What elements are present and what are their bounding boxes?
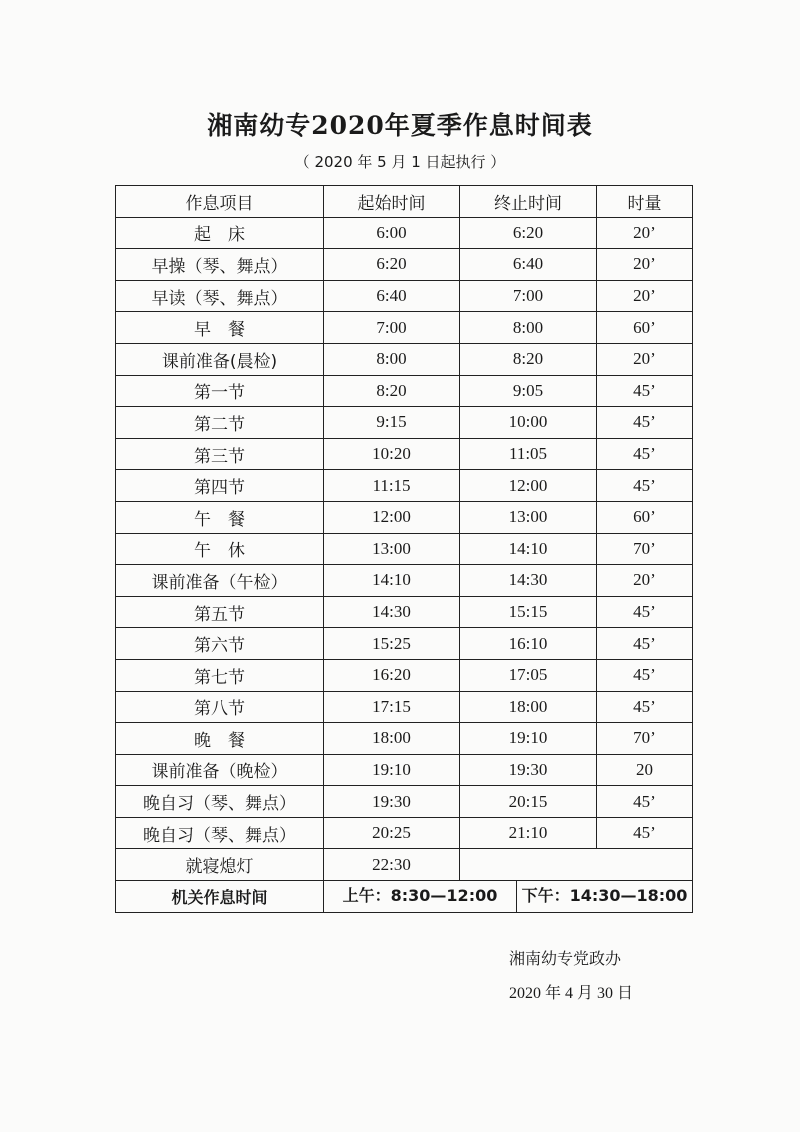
row-end: 8:00	[460, 312, 597, 344]
office-hours-morning: 上午：8:30—12:00	[324, 881, 517, 912]
table-row	[116, 628, 693, 660]
row-duration: 20	[597, 754, 693, 786]
table-row	[116, 217, 693, 249]
effective-date: （ 2020 年 5 月 1 日起执行 ）	[294, 153, 506, 171]
table-header-row	[116, 186, 693, 218]
row-end: 6:20	[460, 217, 597, 249]
row-item: 第八节	[116, 691, 324, 723]
row-end: 21:10	[460, 817, 597, 849]
office-hours-afternoon: 下午：14:30—18:00	[521, 886, 688, 906]
header-duration: 时量	[597, 186, 693, 218]
row-duration: 60’	[597, 312, 693, 344]
row-end: 10:00	[460, 407, 597, 439]
header-item: 作息项目	[116, 186, 324, 218]
row-start: 20:25	[324, 817, 460, 849]
header-start: 起始时间	[324, 186, 460, 218]
row-end: 12:00	[460, 470, 597, 502]
row-item: 课前准备(晨检)	[116, 343, 324, 375]
row-end: 14:10	[460, 533, 597, 565]
row-item: 起 床	[116, 217, 324, 249]
row-start: 18:00	[324, 723, 460, 755]
lights-out-label: 就寝熄灯	[116, 849, 324, 881]
schedule-table	[115, 185, 693, 913]
row-duration: 45’	[597, 375, 693, 407]
row-start: 8:00	[324, 343, 460, 375]
row-start: 6:00	[324, 217, 460, 249]
table-row	[116, 659, 693, 691]
table-row	[116, 312, 693, 344]
row-item: 第四节	[116, 470, 324, 502]
row-start: 11:15	[324, 470, 460, 502]
row-start: 14:30	[324, 596, 460, 628]
row-duration: 20’	[597, 249, 693, 281]
row-duration: 20’	[597, 280, 693, 312]
row-start: 6:20	[324, 249, 460, 281]
row-item: 早读（琴、舞点）	[116, 280, 324, 312]
row-item: 午 休	[116, 533, 324, 565]
table-row	[116, 407, 693, 439]
row-end: 6:40	[460, 249, 597, 281]
row-end: 7:00	[460, 280, 597, 312]
row-duration: 45’	[597, 407, 693, 439]
office-hours-times	[324, 881, 693, 913]
issuing-office: 湘南幼专党政办	[509, 949, 622, 968]
row-duration: 20’	[597, 343, 693, 375]
lights-out-time: 22:30	[324, 849, 460, 881]
row-start: 19:30	[324, 786, 460, 818]
row-item: 课前准备（晚检）	[116, 754, 324, 786]
row-item: 第二节	[116, 407, 324, 439]
row-duration: 70’	[597, 533, 693, 565]
row-start: 10:20	[324, 438, 460, 470]
row-duration: 45’	[597, 691, 693, 723]
row-start: 14:10	[324, 565, 460, 597]
row-start: 19:10	[324, 754, 460, 786]
row-start: 16:20	[324, 659, 460, 691]
table-row	[116, 343, 693, 375]
table-row	[116, 723, 693, 755]
row-end: 17:05	[460, 659, 597, 691]
row-item: 晚自习（琴、舞点）	[116, 817, 324, 849]
row-item: 晚 餐	[116, 723, 324, 755]
row-start: 9:15	[324, 407, 460, 439]
row-item: 晚自习（琴、舞点）	[116, 786, 324, 818]
table-row	[116, 533, 693, 565]
row-duration: 20’	[597, 565, 693, 597]
table-row	[116, 280, 693, 312]
row-start: 12:00	[324, 501, 460, 533]
issue-date: 2020 年 4 月 30 日	[509, 985, 634, 1002]
row-start: 15:25	[324, 628, 460, 660]
row-duration: 45’	[597, 438, 693, 470]
row-end: 20:15	[460, 786, 597, 818]
row-start: 8:20	[324, 375, 460, 407]
table-row	[116, 754, 693, 786]
row-end: 15:15	[460, 596, 597, 628]
row-duration: 45’	[597, 628, 693, 660]
row-duration: 60’	[597, 501, 693, 533]
row-duration: 70’	[597, 723, 693, 755]
row-item: 午 餐	[116, 501, 324, 533]
row-end: 19:30	[460, 754, 597, 786]
row-end: 13:00	[460, 501, 597, 533]
row-duration: 45’	[597, 659, 693, 691]
row-item: 课前准备（午检）	[116, 565, 324, 597]
row-duration: 45’	[597, 596, 693, 628]
table-row	[116, 501, 693, 533]
row-end: 18:00	[460, 691, 597, 723]
row-end: 9:05	[460, 375, 597, 407]
table-row	[116, 691, 693, 723]
lights-out-empty	[460, 849, 693, 881]
row-item: 第五节	[116, 596, 324, 628]
office-hours-row	[116, 881, 693, 913]
row-item: 早 餐	[116, 312, 324, 344]
row-end: 14:30	[460, 565, 597, 597]
lights-out-row	[116, 849, 693, 881]
office-hours-label: 机关作息时间	[116, 881, 324, 913]
row-duration: 45’	[597, 817, 693, 849]
row-duration: 45’	[597, 786, 693, 818]
table-row	[116, 249, 693, 281]
table-row	[116, 375, 693, 407]
row-start: 13:00	[324, 533, 460, 565]
table-row	[116, 596, 693, 628]
row-start: 17:15	[324, 691, 460, 723]
page-title: 湘南幼专2020年夏季作息时间表	[207, 111, 593, 140]
row-end: 11:05	[460, 438, 597, 470]
row-start: 6:40	[324, 280, 460, 312]
row-duration: 20’	[597, 217, 693, 249]
row-item: 第一节	[116, 375, 324, 407]
table-row	[116, 565, 693, 597]
table-row	[116, 470, 693, 502]
schedule-rows	[116, 217, 693, 849]
row-end: 19:10	[460, 723, 597, 755]
header-end: 终止时间	[460, 186, 597, 218]
row-end: 16:10	[460, 628, 597, 660]
row-start: 7:00	[324, 312, 460, 344]
table-row	[116, 786, 693, 818]
row-item: 第三节	[116, 438, 324, 470]
table-row	[116, 438, 693, 470]
row-item: 第六节	[116, 628, 324, 660]
row-item: 早操（琴、舞点）	[116, 249, 324, 281]
row-item: 第七节	[116, 659, 324, 691]
row-duration: 45’	[597, 470, 693, 502]
row-end: 8:20	[460, 343, 597, 375]
table-row	[116, 817, 693, 849]
